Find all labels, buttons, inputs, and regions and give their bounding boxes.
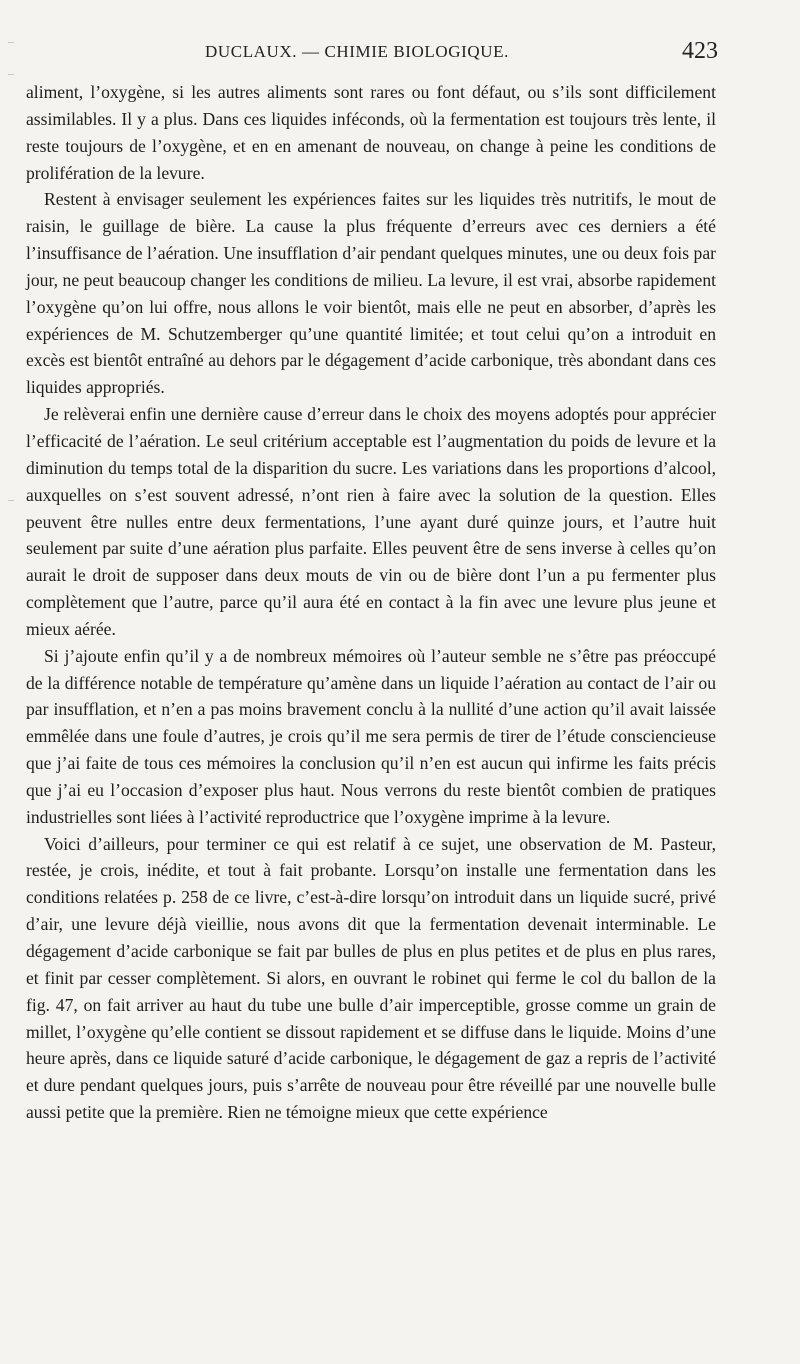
margin-mark [8,74,14,75]
body-text [26,79,716,1126]
paragraph-2: Restent à envisager seulement les expériences faites sur les liquides très nutritifs, le mout de raisin, le guillage de bière. La cause la plus fréquente d’erreurs avec ces derniers a été l’insuffisance de l’aération. Une insufflation d’air pendant quelques minutes, une ou deux fois par jour, ne peut beaucoup changer les conditions de milieu. La levure, il est vrai, absorbe rapidement l’oxygène qu’on lui offre, nous allons le voir bientôt, mais elle ne peut en absorber, d’après les expériences de M. Schutzemberger qu’une quantité limitée; et tout celui qu’on a introduit en excès est bientôt entraîné au dehors par le dégagement d’acide carbonique, très abondant dans ces liquides appropriés. [26,189,716,398]
page-number: 423 [682,38,718,64]
paragraph-1: aliment, l’oxygène, si les autres aliments sont rares ou font défaut, ou s’ils sont difficilement assimilables. Il y a plus. Dans ces liquides inféconds, où la fermentation est toujours très lente, il reste toujours de l’oxygène, et en en amenant de nouveau, on change à peine les conditions de prolifération de la levure. [26,82,716,183]
paragraph-4: Si j’ajoute enfin qu’il y a de nombreux mémoires où l’auteur semble ne s’être pas préoccupé de la différence notable de température qu’amène dans un liquide l’aération au contact de l’air ou par insufflation, et n’en a pas moins bravement conclu à la nullité d’une action qu’il avait laissée emmêlée dans une foule d’autres, je crois qu’il me sera permis de tirer de l’étude consciencieuse que j’ai faite de tous ces mémoires la conclusion qu’il n’en est aucun qui infirme les faits précis que j’ai eu l’occasion d’exposer plus haut. Nous verrons du reste bientôt combien de pratiques industrielles sont liées à l’activité reproductrice que l’oxygène imprime à la levure. [26,645,716,827]
page-header [0,38,800,68]
running-title: DUCLAUX. — CHIMIE BIOLOGIQUE. [205,42,510,61]
margin-mark [8,500,14,501]
paragraph-5: Voici d’ailleurs, pour terminer ce qui est relatif à ce sujet, une observation de M. Pasteur, restée, je crois, inédite, et tout à fait probante. Lorsqu’on installe une fermentation dans les conditions relatées p. 258 de ce livre, c’est-à-dire lorsqu’on introduit dans un liquide sucré, privé d’air, une levure déjà vieillie, nous avons dit que la fermentation devenait interminable. Le dégagement d’acide carbonique se fait par bulles de plus en plus petites et de plus en plus rares, et finit par cesser complètement. Si alors, en ouvrant le robinet qui ferme le col du ballon de la fig. 47, on fait arriver au haut du tube une bulle d’air imperceptible, grosse comme un grain de millet, l’oxygène qu’elle contient se dissout rapidement et se diffuse dans le liquide. Moins d’une heure après, dans ce liquide saturé d’acide carbonique, le dégagement de gaz a repris de l’activité et dure pendant quelques jours, puis s’arrête de nouveau pour être réveillé par une nouvelle bulle aussi petite que la première. Rien ne témoigne mieux que cette expérience [26,833,716,1123]
paragraph-3: Je relèverai enfin une dernière cause d’erreur dans le choix des moyens adoptés pour apprécier l’efficacité de l’aération. Le seul critérium acceptable est l’augmentation du poids de levure et la diminution du temps total de la disparition du sucre. Les variations dans les proportions d’alcool, auxquelles on s’est souvent adressé, n’ont rien à faire avec la solution de la question. Elles peuvent être nulles entre deux fermentations, l’une ayant duré quinze jours, et l’autre huit seulement par suite d’une aération plus parfaite. Elles peuvent être de sens inverse à celles qu’on aurait le droit de supposer dans deux mouts de vin ou de bière dont l’un a pu fermenter plus complètement que l’autre, parce qu’il aura été en contact à la fin avec une levure plus jeune et mieux aérée. [26,404,716,639]
